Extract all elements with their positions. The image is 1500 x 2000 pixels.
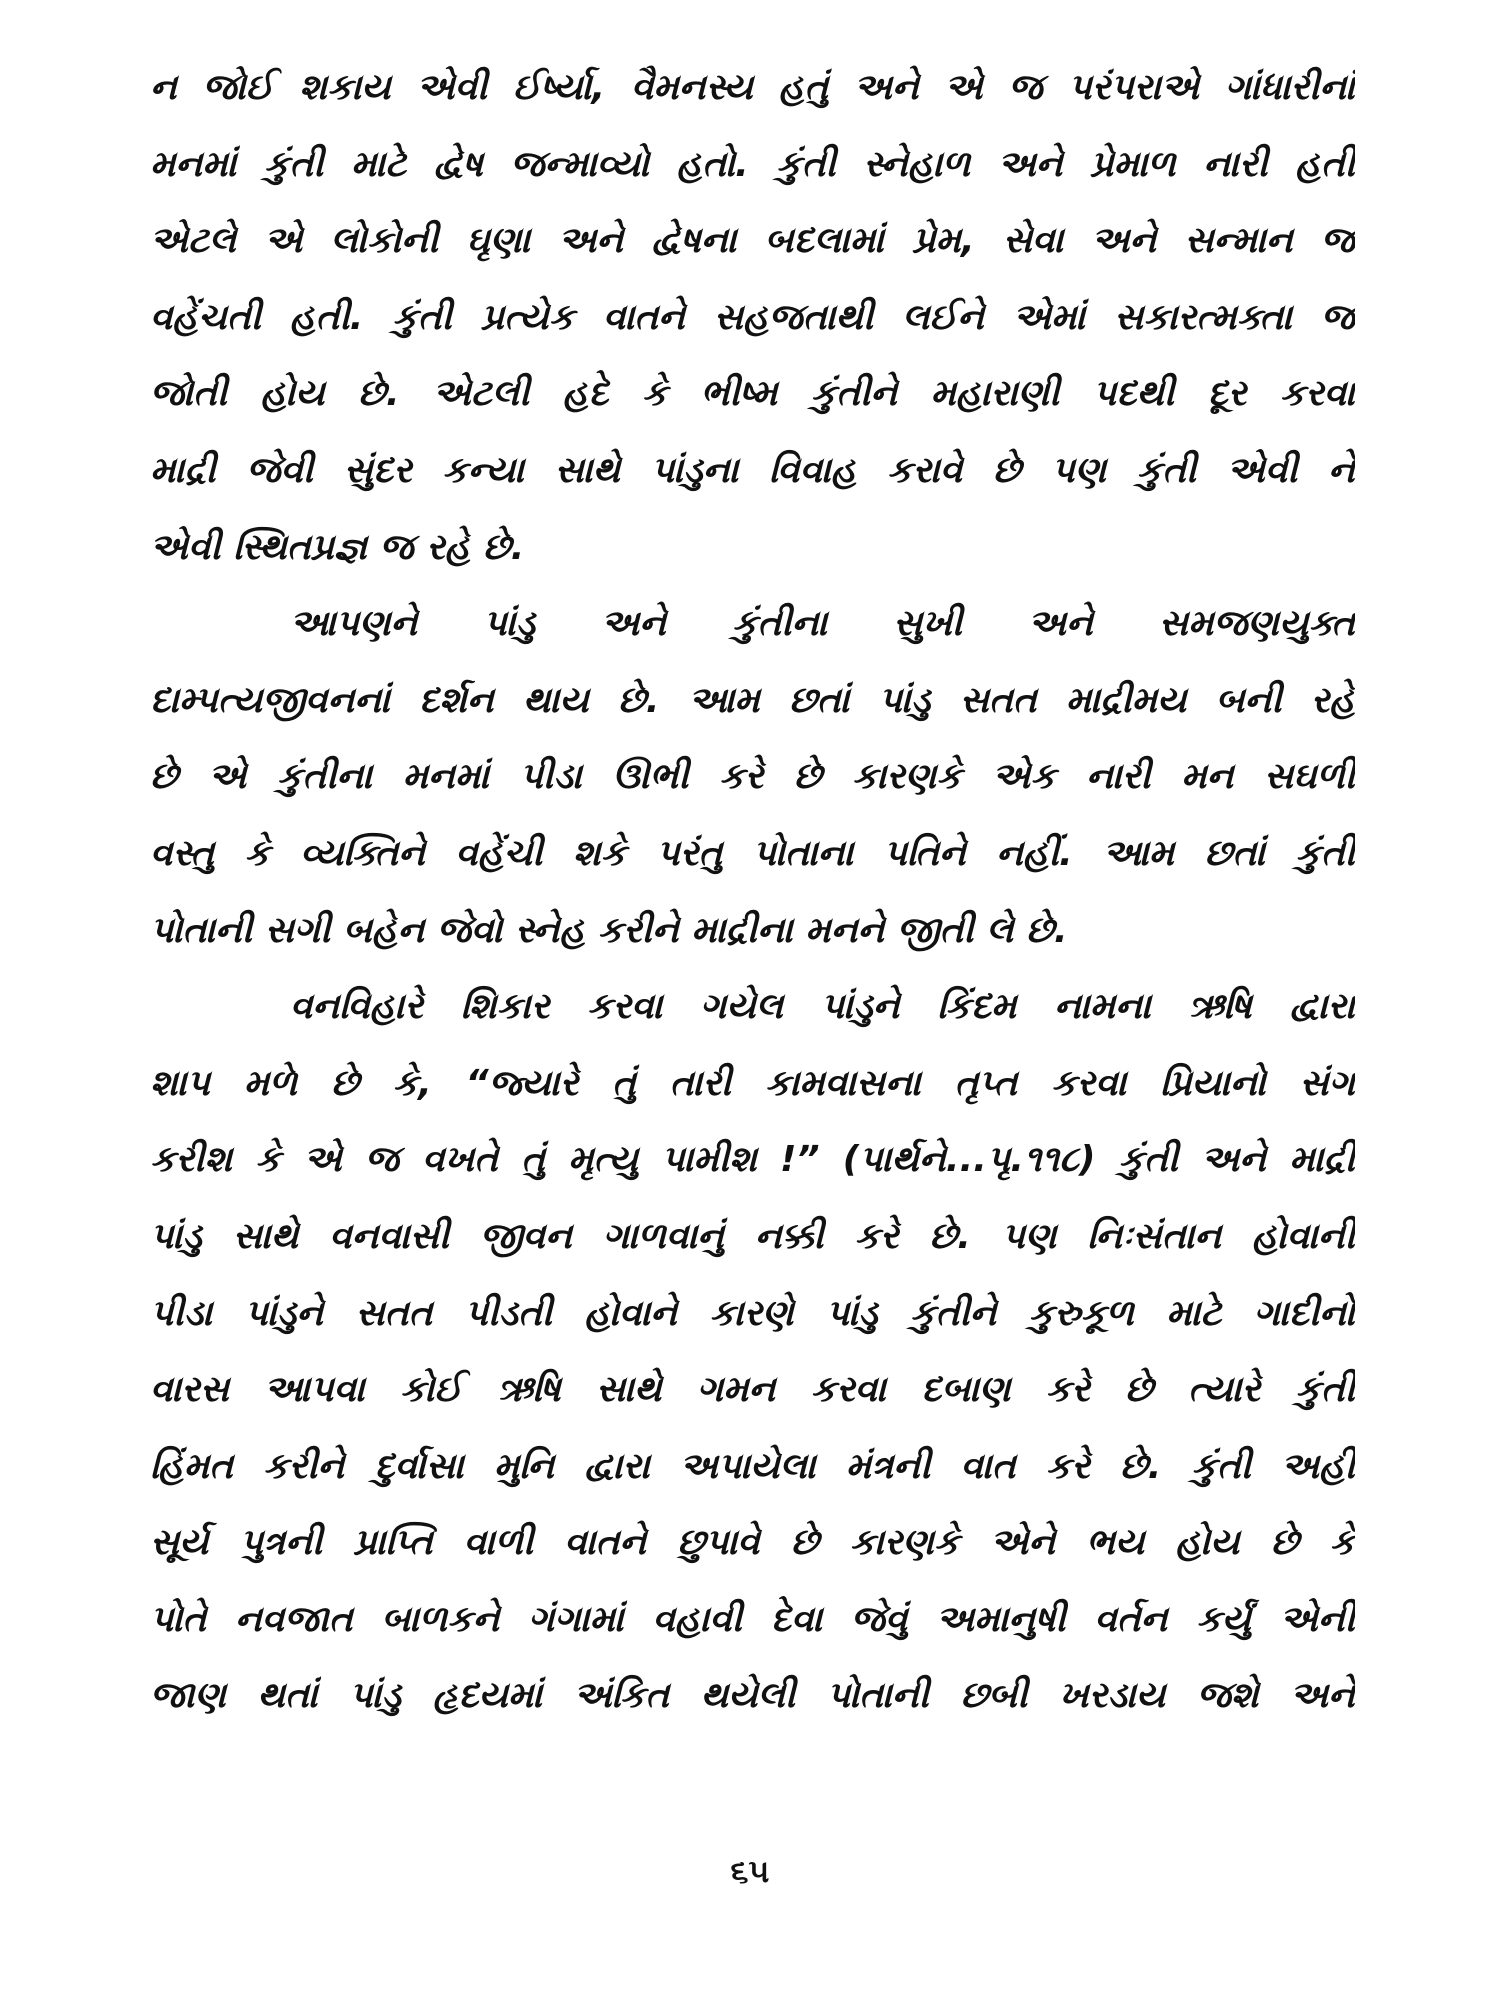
text-line-5: જોતી હોય છે. એટલી હદે કે ભીષ્મ કુંતીને મહારાણી પદથી દૂર કરવા [150,373,1355,415]
text-line-8: આપણને પાંડુ અને કુંતીના સુખી અને સમજણયુક્ત [290,603,1355,645]
text-line-4: વહેંચતી હતી. કુંતી પ્રત્યેક વાતને સહજતાથી લઈને એમાં સકારત્મક્તા જ [150,296,1355,338]
text-line-13: વનવિહારે શિકાર કરવા ગયેલ પાંડુને કિંદમ નામના ઋષિ દ્વારા [290,986,1355,1028]
text-line-12: પોતાની સગી બહેન જેવો સ્નેહ કરીને માદ્રીના મનને જીતી લે છે. [150,909,1068,951]
text-line-15: કરીશ કે એ જ વખતે તું મૃત્યુ પામીશ !” (પાર્થને...પૃ.૧૧૮) કુંતી અને માદ્રી [150,1139,1355,1181]
text-line-20: સૂર્ય પુત્રની પ્રાપ્તિ વાળી વાતને છુપાવે છે કારણકે એને ભય હોય છે કે [150,1522,1355,1564]
text-line-2: મનમાં કુંતી માટે દ્વેષ જન્માવ્યો હતો. કુંતી સ્નેહાળ અને પ્રેમાળ નારી હતી [150,143,1355,185]
text-line-6: માદ્રી જેવી સુંદર કન્યા સાથે પાંડુના વિવાહ કરાવે છે પણ કુંતી એવી ને [150,449,1355,491]
text-line-10: છે એ કુંતીના મનમાં પીડા ઊભી કરે છે કારણકે એક નારી મન સઘળી [150,756,1355,798]
text-line-9: દામ્પત્યજીવનનાં દર્શન થાય છે. આમ છતાં પાંડુ સતત માદ્રીમય બની રહે [150,679,1355,721]
text-line-7: એવી સ્થિતપ્રજ્ઞ જ રહે છે. [150,526,525,568]
text-line-21: પોતે નવજાત બાળકને ગંગામાં વહાવી દેવા જેવું અમાનુષી વર્તન કર્યું એની [150,1598,1355,1640]
text-line-11: વસ્તુ કે વ્યક્તિને વહેંચી શકે પરંતુ પોતાના પતિને નહીં. આમ છતાં કુંતી [150,832,1355,874]
text-line-14: શાપ મળે છે કે, “જ્યારે તું તારી કામવાસના તૃપ્ત કરવા પ્રિયાનો સંગ [150,1062,1355,1104]
text-line-3: એટલે એ લોકોની ઘૃણા અને દ્વેષના બદલામાં પ્રેમ, સેવા અને સન્માન જ [150,220,1355,262]
text-line-22: જાણ થતાં પાંડુ હૃદયમાં અંકિત થયેલી પોતાની છબી ખરડાય જશે અને [150,1675,1355,1717]
body-text [150,50,1355,1735]
text-line-1: ન જોઈ શકાય એવી ઈર્ષ્યા, વૈમનસ્ય હતું અને એ જ પરંપરાએ ગાંધારીનાં [150,67,1355,108]
text-line-19: હિંમત કરીને દુર્વાસા મુનિ દ્વારા અપાયેલા મંત્રની વાત કરે છે. કુંતી અહીં [150,1445,1355,1487]
text-line-16: પાંડુ સાથે વનવાસી જીવન ગાળવાનું નક્કી કરે છે. પણ નિઃસંતાન હોવાની [150,1215,1355,1257]
page-number: ૬૫ [730,1852,770,1890]
text-line-18: વારસ આપવા કોઈ ઋષિ સાથે ગમન કરવા દબાણ કરે છે ત્યારે કુંતી [150,1369,1355,1411]
text-line-17: પીડા પાંડુને સતત પીડતી હોવાને કારણે પાંડુ કુંતીને કુરુકૂળ માટે ગાદીનો [150,1292,1355,1334]
